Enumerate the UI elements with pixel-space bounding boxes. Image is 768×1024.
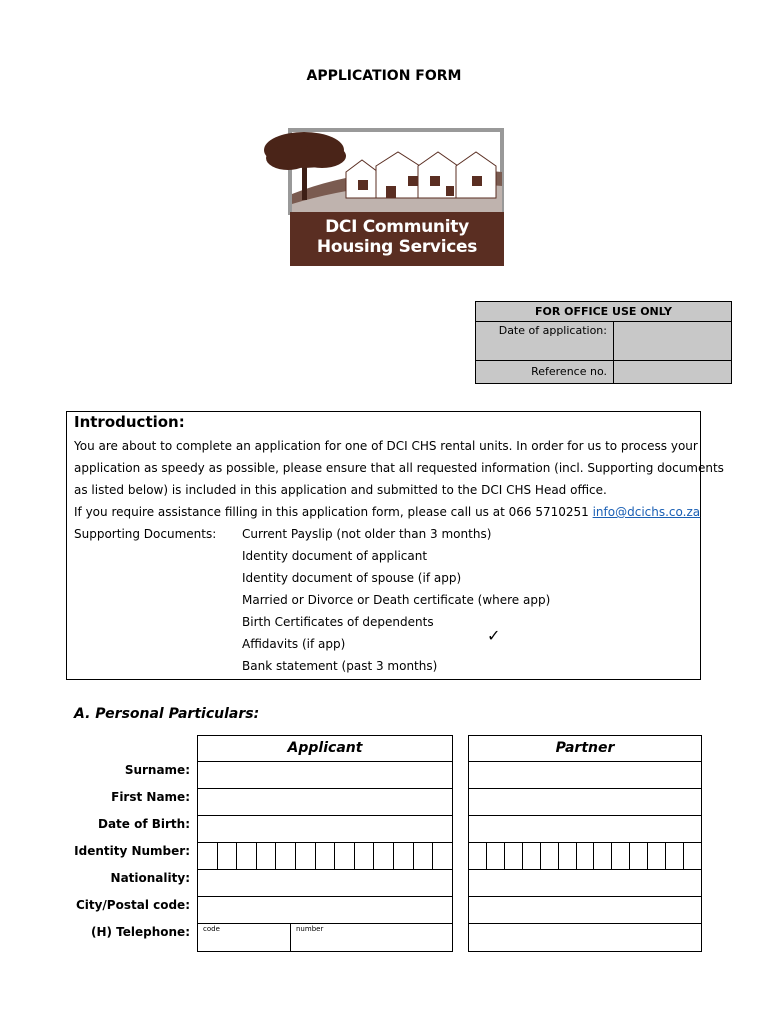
office-row-date	[476, 322, 731, 361]
checkmark-icon: ✓	[487, 626, 501, 645]
dci-logo	[258, 120, 508, 270]
date-of-application-field[interactable]	[614, 322, 731, 360]
tel-number-label: number	[296, 925, 324, 933]
nationality-label: Nationality:	[110, 871, 190, 885]
reference-no-label: Reference no.	[476, 361, 614, 383]
applicant-id-number-field[interactable]	[198, 843, 452, 870]
email-link[interactable]: info@dcichs.co.za	[592, 505, 701, 519]
surname-label: Surname:	[124, 763, 190, 777]
doc-item: Identity document of spouse (if app)	[242, 571, 462, 585]
intro-line-4	[74, 505, 700, 519]
doc-item: Current Payslip (not older than 3 months)	[242, 527, 492, 541]
partner-dob-field[interactable]	[469, 816, 701, 843]
intro-line-1: You are about to complete an application for one of DCI CHS rental units. In order for us to process your	[74, 439, 698, 453]
supporting-docs-label: Supporting Documents:	[74, 527, 217, 541]
date-of-application-label: Date of application:	[476, 322, 614, 360]
doc-item: Bank statement (past 3 months)	[242, 659, 438, 673]
doc-item: Birth Certificates of dependents	[242, 615, 434, 629]
partner-column	[468, 735, 702, 952]
doc-item: Affidavits (if app)	[242, 637, 346, 651]
office-row-ref	[476, 361, 731, 383]
partner-surname-field[interactable]	[469, 762, 701, 789]
partner-header: Partner	[469, 736, 701, 762]
telephone-label: (H) Telephone:	[90, 925, 190, 939]
introduction-box	[66, 411, 724, 680]
office-use-heading: FOR OFFICE USE ONLY	[476, 302, 731, 322]
applicant-city-postal-field[interactable]	[198, 897, 452, 924]
doc-item: Married or Divorce or Death certificate (where app)	[242, 593, 551, 607]
partner-telephone-field[interactable]	[469, 924, 701, 951]
logo-line-1: DCI Community	[325, 217, 469, 237]
applicant-nationality-field[interactable]	[198, 870, 452, 897]
office-use-table	[475, 301, 732, 384]
partner-first-name-field[interactable]	[469, 789, 701, 816]
identity-number-label: Identity Number:	[74, 844, 190, 858]
applicant-column	[197, 735, 453, 952]
logo-line-2: Housing Services	[316, 237, 478, 257]
section-a-heading: A. Personal Particulars:	[74, 706, 260, 722]
intro-phone-text: If you require assistance filling in this application form, please call us at 066 5710251	[74, 505, 593, 519]
logo-graphic-icon	[258, 120, 508, 215]
field-labels	[60, 761, 190, 950]
doc-item: Identity document of applicant	[242, 549, 428, 563]
applicant-surname-field[interactable]	[198, 762, 452, 789]
intro-line-3: as listed below) is included in this application and submitted to the DCI CHS Head office.	[74, 483, 607, 497]
date-of-birth-label: Date of Birth:	[97, 817, 190, 831]
tel-code-label: code	[198, 924, 291, 951]
intro-line-2: application as speedy as possible, please ensure that all requested information (incl. Supporting documents	[74, 461, 724, 475]
applicant-telephone-field[interactable]	[198, 924, 452, 951]
logo-brand-box	[290, 212, 504, 266]
applicant-header: Applicant	[198, 736, 452, 762]
applicant-dob-field[interactable]	[198, 816, 452, 843]
partner-nationality-field[interactable]	[469, 870, 701, 897]
partner-id-number-field[interactable]	[469, 843, 701, 870]
introduction-heading: Introduction:	[74, 413, 185, 431]
city-postal-label: City/Postal code:	[75, 898, 190, 912]
applicant-first-name-field[interactable]	[198, 789, 452, 816]
reference-no-field[interactable]	[614, 361, 731, 383]
partner-city-postal-field[interactable]	[469, 897, 701, 924]
first-name-label: First Name:	[111, 790, 190, 804]
page-title: APPLICATION FORM	[306, 68, 462, 84]
